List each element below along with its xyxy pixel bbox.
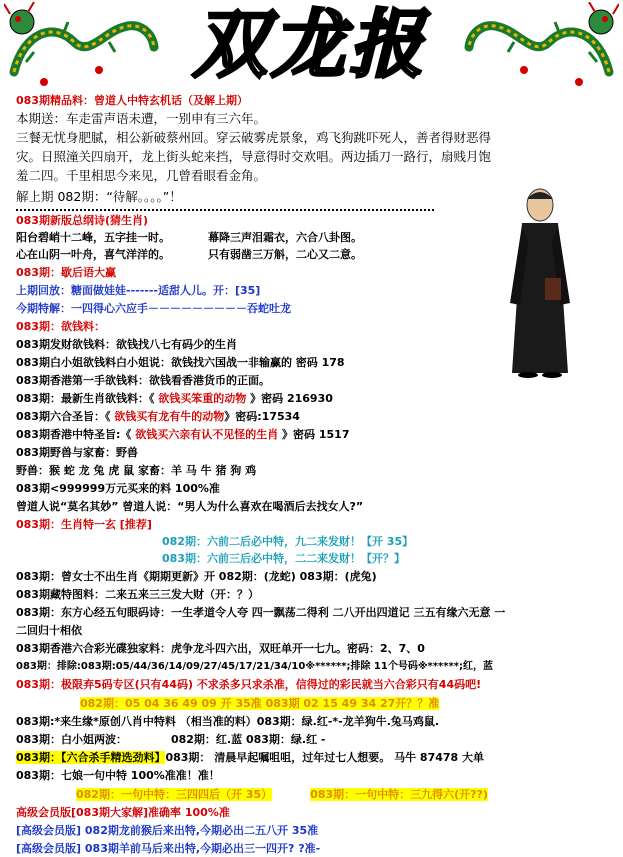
poem-line-2: 三餐无忧身肥腻，相公新破蔡州回。穿云破雾虎景象，鸡飞狗跳吓死人，善者得财恶得 bbox=[16, 130, 492, 145]
yuqian-line-9: 083期<999999万元买来的料 100%准 bbox=[16, 482, 220, 495]
sec5-line-4: 二回归十相依 bbox=[16, 624, 82, 637]
xiehouyu-r2-text: 一四得心六应手－－－－－－－－－吞蛇吐龙 bbox=[71, 302, 291, 315]
poem-line-5: 解上期 082期：“待解。。。。”！ bbox=[16, 189, 182, 204]
sec5-l10b: 082期：红.蓝 083期：绿.红 - bbox=[170, 733, 326, 746]
yuqian-line-2: 083期白小姐欲钱料白小姐说：欲钱找六国战一非输赢的 密码 178 bbox=[16, 356, 345, 369]
yuqian-line-5 bbox=[16, 409, 300, 425]
zonggang-r2b: 只有弱凿三万斛，二心又二意。 bbox=[208, 248, 362, 261]
section-title-xiehouyu: 083期：歇后语大赢 bbox=[16, 266, 116, 279]
issue-title: 083期精品料：曾道人中特玄机话（及解上期） bbox=[16, 94, 248, 107]
xiehouyu-row-1 bbox=[16, 283, 260, 299]
zonggang-r1b: 幕降三声泪霜衣，六合八卦图。 bbox=[208, 231, 362, 244]
yuqian-line-4 bbox=[16, 391, 333, 407]
banner-title: 双龙报 bbox=[193, 2, 427, 88]
section-title-zonggang: 083期新版总纲诗(猜生肖) bbox=[16, 214, 149, 227]
sec5-l10a: 083期：白小姐两波： bbox=[16, 733, 127, 746]
yuqian-l5a: 083期六合圣旨：《 bbox=[16, 410, 115, 423]
sec5-line-5: 083期香港六合彩光碟独家料：虎争龙斗四六出，双旺单开一七九。密码：2、7、0 bbox=[16, 642, 425, 655]
yuqian-l4c: 》密码 216930 bbox=[246, 392, 333, 405]
xiehouyu-row-2 bbox=[16, 301, 291, 317]
members-line-2: [高级会员版] 083期羊前马后来出特,今期必出三一四开? ?准- bbox=[16, 842, 321, 855]
yuqian-l5c: 》密码:17534 bbox=[224, 410, 300, 423]
sec5-line-7-text: 083期：极限弃5码专区(只有44码) 不求杀多只求杀准，信得过的彩民就当六合彩只有44码吧! bbox=[16, 678, 482, 691]
poem-line-3: 灾。日照潼关四扇开，龙上街头蛇来挡，导意得时交欢唱。两边插刀一路行，扇贱月饱 bbox=[16, 149, 492, 164]
xiehouyu-r1-label: 上期回放： bbox=[16, 284, 71, 297]
sec5-line-11 bbox=[16, 750, 484, 766]
yuqian-line-10: 曾道人说“莫名其妙” 曾道人说：“男人为什么喜欢在喝酒后去找女人?” bbox=[16, 500, 364, 513]
yuqian-l6a: 083期香港中特圣旨:《 bbox=[16, 428, 136, 441]
section-title-texuan: 083期：生肖特一玄 [推荐] bbox=[16, 518, 152, 531]
sec5-line-10 bbox=[16, 732, 325, 748]
sec5-line-8 bbox=[80, 696, 439, 712]
yuqian-l4a: 083期：最新生肖欲钱料：《 bbox=[16, 392, 159, 405]
sec5-l11a: 083期：【六合杀手精选劲料】 bbox=[16, 751, 166, 764]
zonggang-row-2 bbox=[16, 247, 362, 263]
sec5-line-8-text: 082期：05 04 36 49 09 开 35准 083期 02 15 49 34 27开？？准 bbox=[80, 697, 440, 710]
sec5-line-6: 083期：排除:083期:05/44/36/14/09/27/45/17/21/34/10※******;排除 11个号码※******;红，蓝 bbox=[16, 661, 493, 672]
section-title-yuqian: 083期：欲钱料： bbox=[16, 320, 105, 333]
yuqian-l5b: 欲钱买有龙有牛的动物 bbox=[114, 410, 225, 423]
yuqian-l6c: 》密码 1517 bbox=[278, 428, 350, 441]
sec5-line-12: 083期：七娘一句中特 100%准准！准！ bbox=[16, 769, 220, 782]
sec5-line-3: 083期：东方心经五句眼码诗：一生孝道令人夸 四一飘荡二得利 二八开出四道记 三五有缘六无意 一 bbox=[16, 606, 506, 619]
yuqian-line-7: 083期野兽与家畜：野兽 bbox=[16, 446, 138, 459]
zonggang-r1a: 阳台碧峭十二峰，五字挂一时。 bbox=[16, 231, 170, 244]
dragon-right-icon bbox=[464, 2, 619, 90]
yuqian-line-1: 083期发财欲钱料：欲钱找八七有码少的生肖 bbox=[16, 338, 237, 351]
dragon-left-icon bbox=[4, 2, 159, 90]
members-line-1: [高级会员版] 082期龙前猴后来出特,今期必出二五八开 35准 bbox=[16, 824, 319, 837]
xiehouyu-r2-label: 今期特解： bbox=[16, 302, 71, 315]
xiehouyu-r1-text: 糖面做娃娃-------适甜人儿。开：[35] bbox=[71, 284, 261, 297]
zonggang-row-1 bbox=[16, 230, 362, 246]
members-title: 高级会员版[083期大家解]准确率 100%准 bbox=[16, 806, 230, 819]
yuqian-line-8: 野兽：猴 蛇 龙 兔 虎 鼠 家畜：羊 马 牛 猪 狗 鸡 bbox=[16, 464, 257, 477]
yuqian-l4b: 欲钱买笨重的动物 bbox=[158, 392, 247, 405]
poem-line-4: 羞二四。千里相思今来见，几曾看眼看金角。 bbox=[16, 168, 267, 183]
texuan-line-2: 083期：六前三后必中特，二二来发财！【开？】 bbox=[162, 552, 405, 565]
yuqian-line-6 bbox=[16, 427, 349, 443]
sec5-line-9: 083期:*来生缘*原创八肖中特料 （相当准的料）083期：绿.红-*-龙羊狗牛.兔马鸡鼠. bbox=[16, 715, 440, 728]
sec5-line-2: 083期藏特图料：二来五来三三发大财（开：？） bbox=[16, 588, 259, 601]
sec5-l13a: 082期：一句中特：三四四后（开 35） bbox=[76, 788, 273, 801]
yuqian-line-3: 083期香港第一手欲钱料：欲钱看香港货币的正面。 bbox=[16, 374, 270, 387]
poem-line-1: 本期送：车走雷声语未遭，一别申有三六年。 bbox=[16, 111, 267, 126]
man-portrait-icon bbox=[500, 183, 580, 378]
sec5-line-13 bbox=[76, 787, 488, 803]
sec5-line-7 bbox=[16, 677, 481, 693]
banner bbox=[0, 0, 623, 92]
texuan-line-1: 082期：六前二后必中特，九二来发财！【开 35】 bbox=[162, 535, 414, 548]
sec5-line-1: 083期：曾女士不出生肖《期期更新》开 082期：(龙蛇) 083期：(虎兔) bbox=[16, 570, 377, 583]
divider bbox=[16, 209, 434, 211]
zonggang-r2a: 心在山阴一叶舟，喜气洋洋的。 bbox=[16, 248, 170, 261]
sec5-l11b: 083期： 清晨早起嘱咀咀，过年过七人想要。 马牛 87478 大单 bbox=[165, 751, 485, 764]
sec5-l13b: 083期：一句中特：三九得六(开??) bbox=[310, 788, 488, 801]
yuqian-l6b: 欲钱买六亲有认不见怪的生肖 bbox=[135, 428, 279, 441]
